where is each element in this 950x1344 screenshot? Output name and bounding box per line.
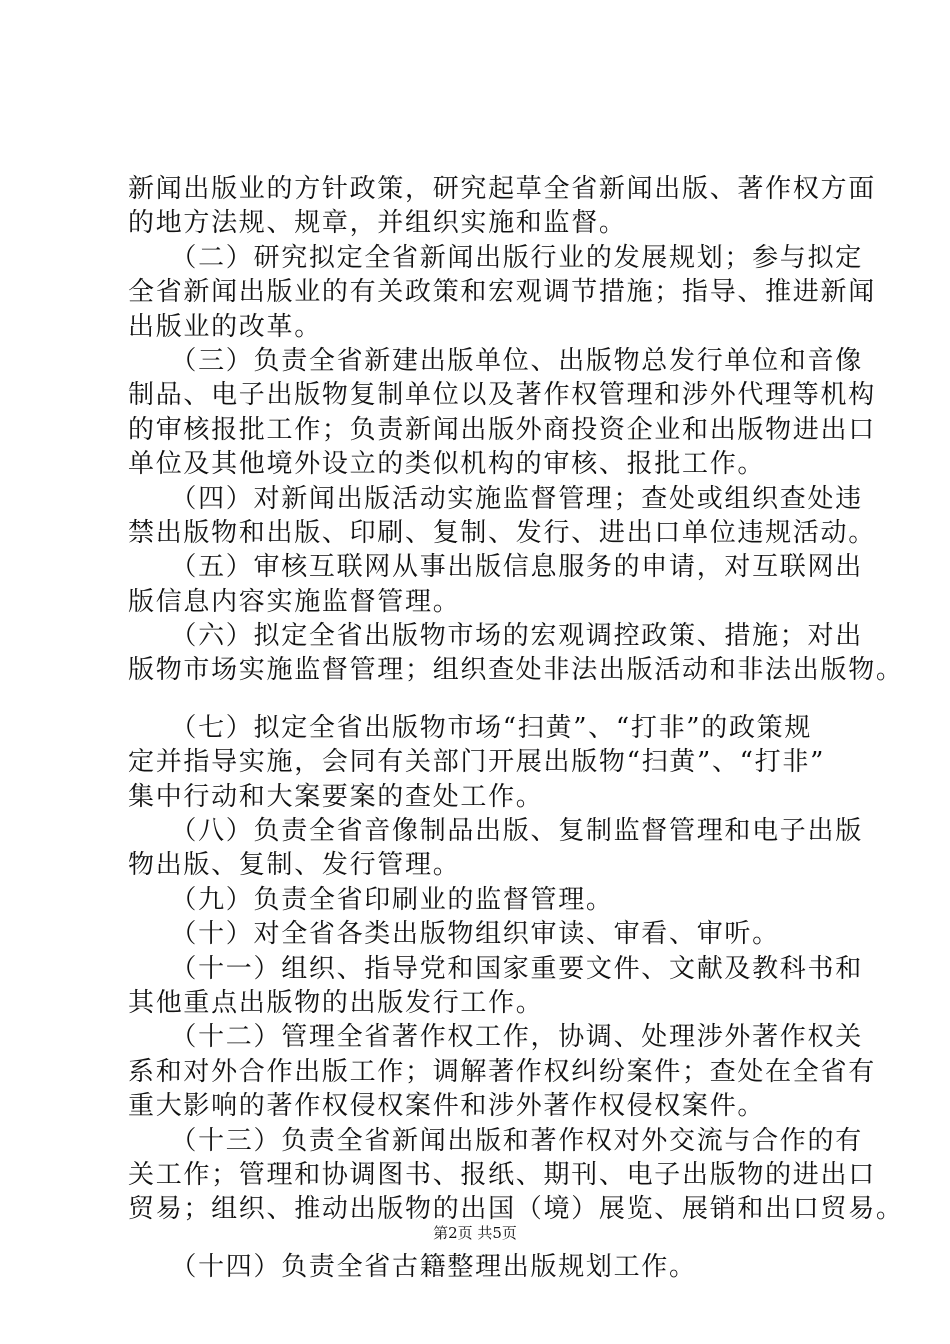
text-line: 版物市场实施监督管理；组织查处非法出版活动和非法出版物。 (128, 655, 904, 686)
text-line: 系和对外合作出版工作；调解著作权纠纷案件；查处在全省有 (128, 1056, 876, 1087)
text-line: （十）对全省各类出版物组织审读、审看、审听。 (128, 919, 780, 950)
text-line: （七）拟定全省出版物市场“扫黄”、“打非”的政策规 (128, 712, 813, 743)
text-line: （十一）组织、指导党和国家重要文件、文献及教科书和 (128, 953, 863, 984)
text-line: （十三）负责全省新闻出版和著作权对外交流与合作的有 (128, 1125, 863, 1156)
text-line: 集中行动和大案要案的查处工作。 (128, 781, 544, 812)
text-line: （九）负责全省印刷业的监督管理。 (128, 884, 614, 915)
text-line: 贸易；组织、推动出版物的出国（境）展览、展销和出口贸易。 (128, 1194, 904, 1225)
text-line: （二）研究拟定全省新闻出版行业的发展规划；参与拟定 (128, 242, 863, 273)
text-line: 出版业的改革。 (128, 311, 322, 342)
page-number-footer: 第2页 共5页 (433, 1224, 517, 1242)
paragraph-gap (128, 688, 848, 711)
text-line: 物出版、复制、发行管理。 (128, 850, 461, 881)
text-line: 关工作；管理和协调图书、报纸、期刊、电子出版物的进出口 (128, 1159, 876, 1190)
text-line: 单位及其他境外设立的类似机构的审核、报批工作。 (128, 449, 766, 480)
text-line: 制品、电子出版物复制单位以及著作权管理和涉外代理等机构 (128, 380, 876, 411)
text-line: 其他重点出版物的出版发行工作。 (128, 987, 544, 1018)
text-line: （八）负责全省音像制品出版、复制监督管理和电子出版 (128, 816, 863, 847)
text-line: （十四）负责全省古籍整理出版规划工作。 (128, 1251, 697, 1282)
text-line: 的地方法规、规章，并组织实施和监督。 (128, 208, 627, 239)
document-body (128, 172, 904, 1284)
text-line: （十二）管理全省著作权工作，协调、处理涉外著作权关 (128, 1022, 863, 1053)
text-line: 版信息内容实施监督管理。 (128, 586, 461, 617)
text-line: 重大影响的著作权侵权案件和涉外著作权侵权案件。 (128, 1091, 766, 1122)
text-line: （三）负责全省新建出版单位、出版物总发行单位和音像 (128, 345, 863, 376)
text-line: 全省新闻出版业的有关政策和宏观调节措施；指导、推进新闻 (128, 277, 876, 308)
text-line: （四）对新闻出版活动实施监督管理；查处或组织查处违 (128, 483, 863, 514)
text-line: 新闻出版业的方针政策，研究起草全省新闻出版、著作权方面 (128, 174, 876, 204)
text-line: （六）拟定全省出版物市场的宏观调控政策、措施；对出 (128, 621, 863, 652)
text-line: 定并指导实施，会同有关部门开展出版物“扫黄”、“打非” (128, 747, 826, 778)
text-line: 的审核报批工作；负责新闻出版外商投资企业和出版物进出口 (128, 414, 876, 445)
text-line: （五）审核互联网从事出版信息服务的申请，对互联网出 (128, 552, 863, 583)
text-line: 禁出版物和出版、印刷、复制、发行、进出口单位违规活动。 (128, 517, 876, 548)
